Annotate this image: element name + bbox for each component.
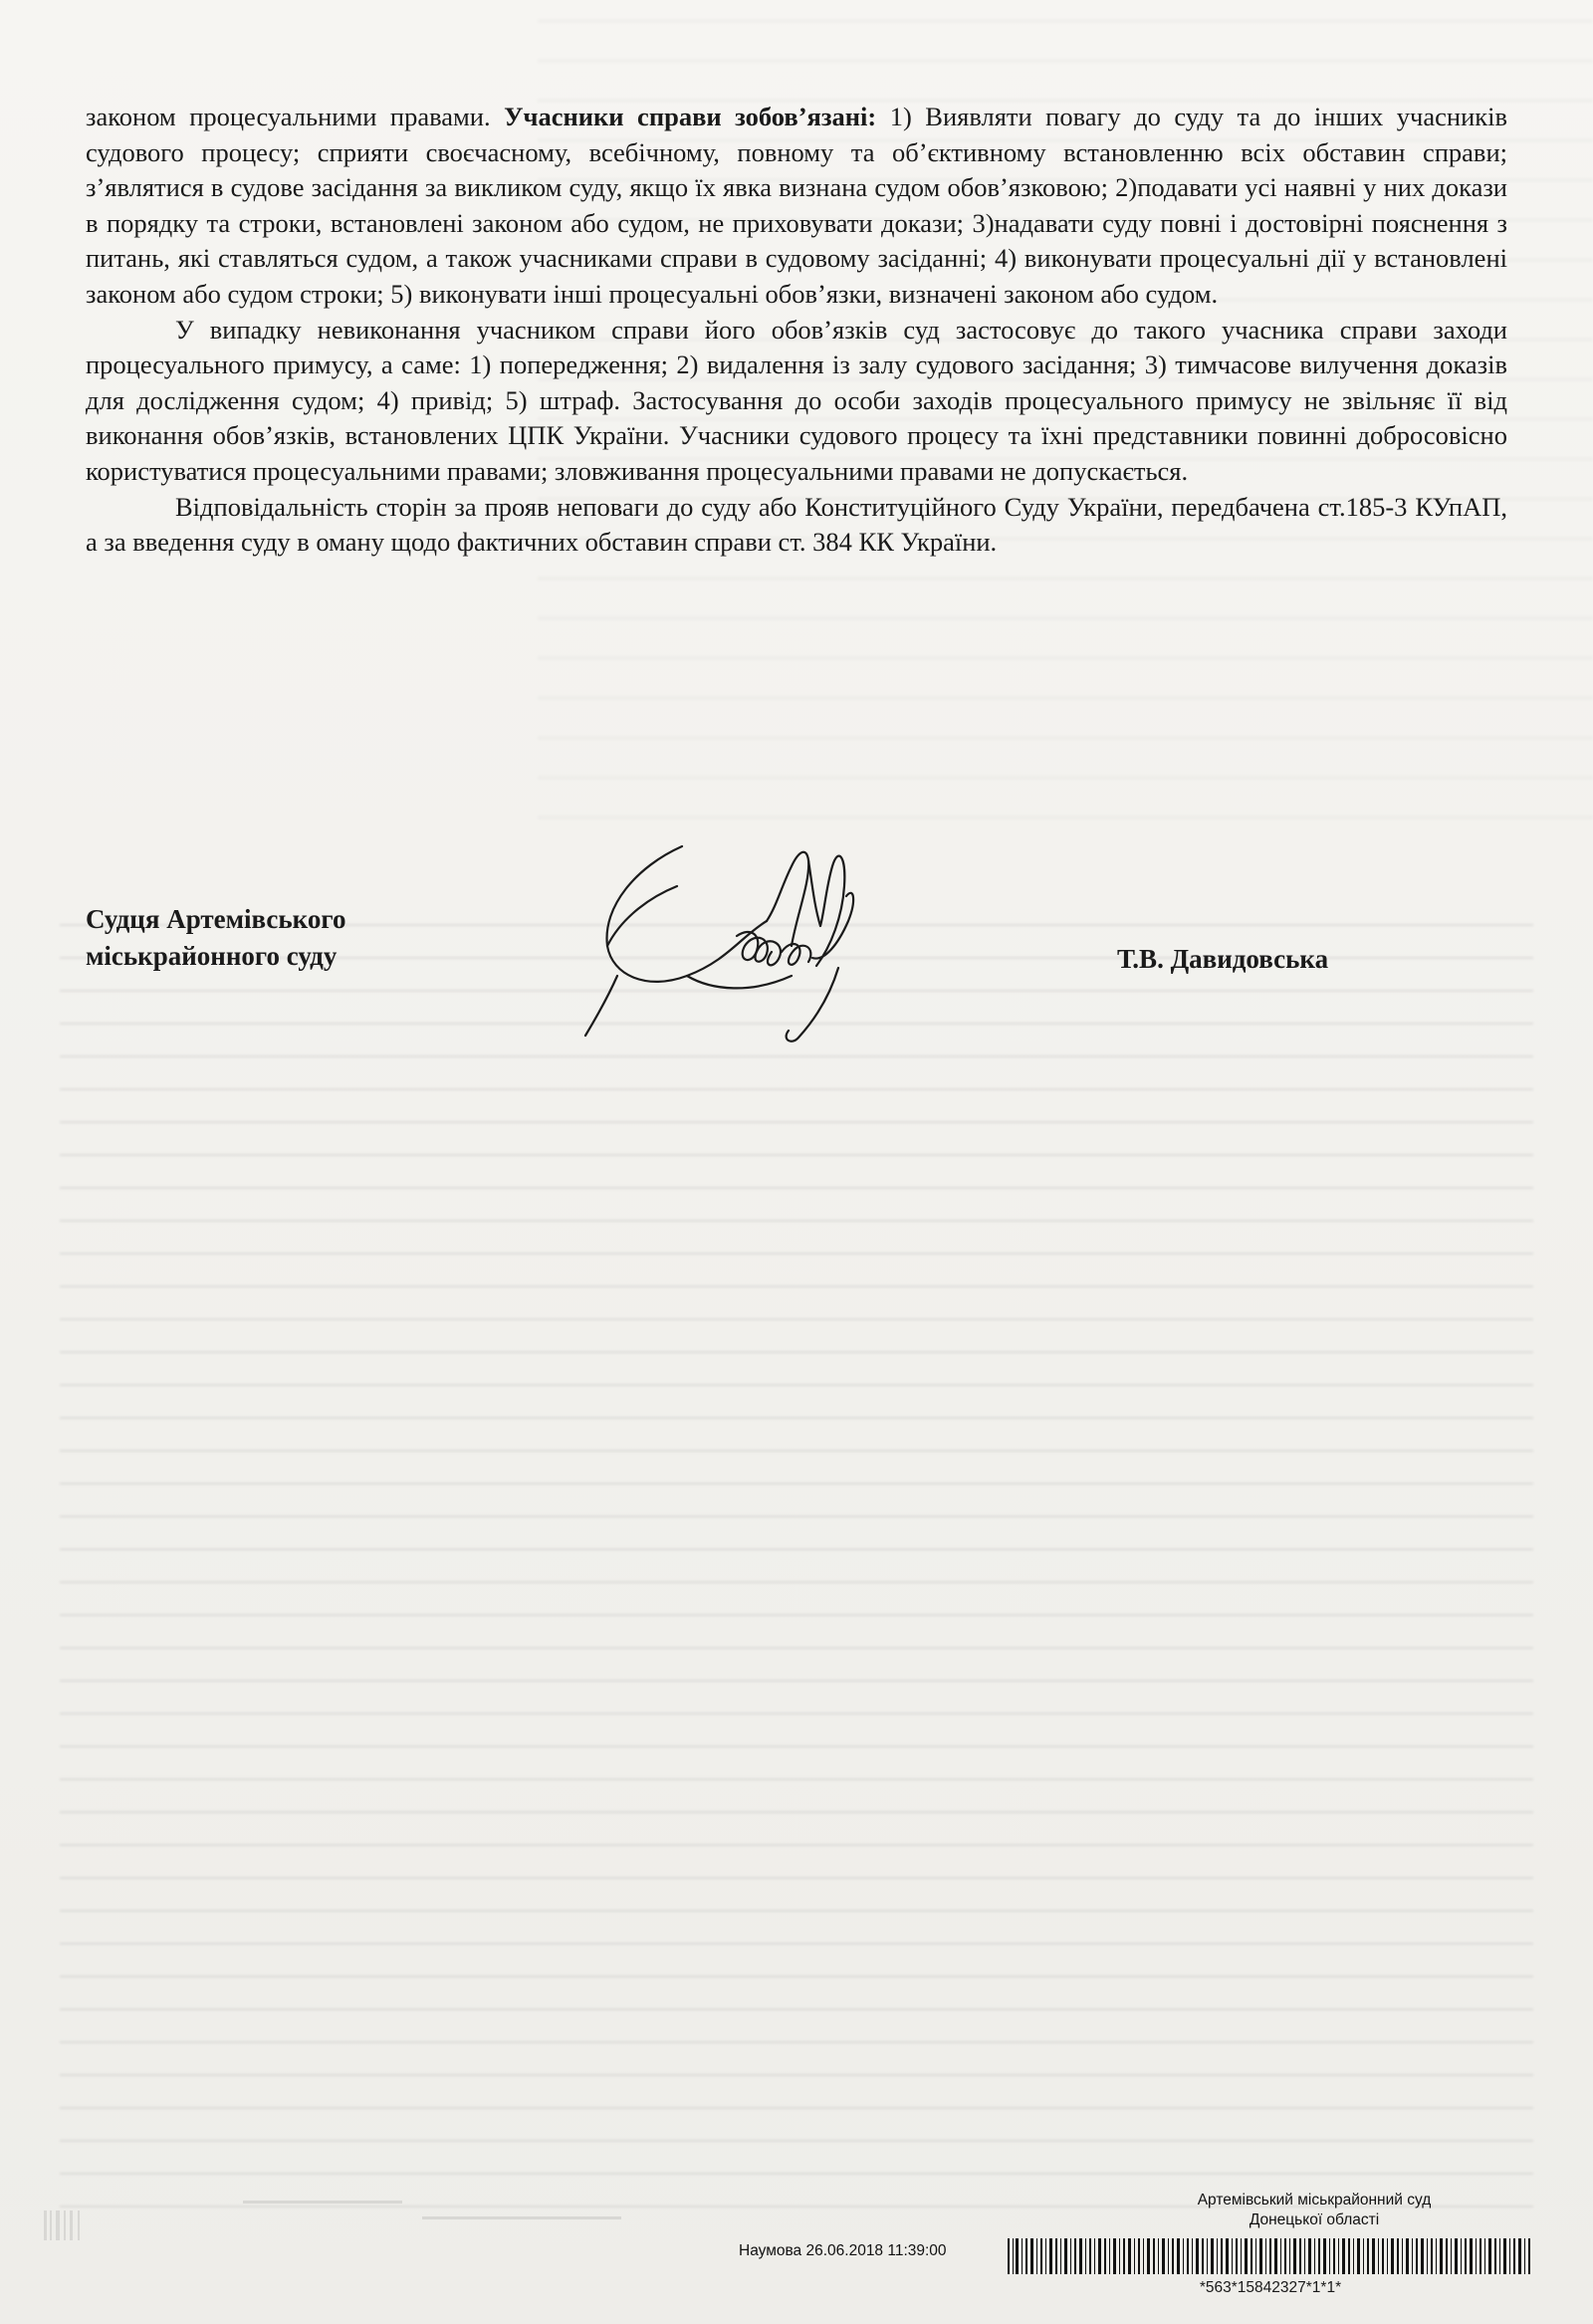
judge-title (86, 901, 345, 975)
paragraph-rest: 1) Виявляти повагу до суду та до інших учасників судового процесу; сприяти своєчасному, всебічному, повному та об’єктивному встановленню всіх обставин справи; з’являтися в судове засідання за викликом суду, якщо їх явка визнана судом обов’язковою; 2)подавати усі наявні у них докази в порядку та строки, встановлені законом або судом, не приховувати докази; 3)надавати суду повні і достовірні пояснення з питань, які ставляться судом, а також учасниками справи в судовому засіданні; 4) виконувати процесуальні дії у встановлені законом або судом строки; 5) виконувати інші процесуальні обов’язки, визначені законом або судом. (86, 102, 1508, 309)
paragraph-sanctions: У випадку невиконання учасником справи його обов’язків суд застосовує до такого учасника справи заходи процесуального примусу, а саме: 1) попередження; 2) видалення із залу судового засідання; 3) тимчасове вилучення доказів для дослідження судом; 4) привід; 5) штраф. Застосування до особи заходів процесуального примусу не звільняє її від виконання обов’язків, встановлених ЦПК України. Учасники судового процесу та їхні представники повинні добросовісно користуватися процесуальними правами; зловживання процесуальними правами не допускається. (86, 314, 1507, 486)
faint-barcode-bleed (44, 2201, 621, 2240)
paragraph-liability: Відповідальність сторін за прояв неповаги до суду або Конституційного Суду України, передбачена ст.185-3 КУпАП, а за введення суду в оману щодо фактичних обставин справи ст. 384 КК України. (86, 491, 1507, 558)
bleed-through-text (60, 906, 1533, 2230)
paragraph-lead: законом процесуальними правами. (86, 102, 505, 131)
judge-title-line1: Судця Артемівського (86, 904, 346, 934)
handwritten-signature (577, 826, 906, 1055)
bold-heading: Учасники справи зобов’язані: (504, 102, 877, 131)
paragraph-obligations (86, 100, 1507, 313)
barcode (1008, 2238, 1533, 2274)
stamp-court-line1: Артемівський міськрайонний суд (1197, 2192, 1432, 2208)
document-body (86, 100, 1507, 561)
stamp-clerk-datetime: Наумова 26.06.2018 11:39:00 (739, 2242, 947, 2259)
court-stamp (1016, 2191, 1573, 2230)
judge-name: Т.В. Давидовська (1117, 944, 1329, 974)
stamp-clerk-row (739, 2242, 947, 2278)
judge-title-line2: міськрайонного суду (86, 941, 338, 971)
barcode-number: *563*15842327*1*1* (1199, 2279, 1342, 2296)
stamp-court-line2: Донецької області (1249, 2211, 1380, 2228)
